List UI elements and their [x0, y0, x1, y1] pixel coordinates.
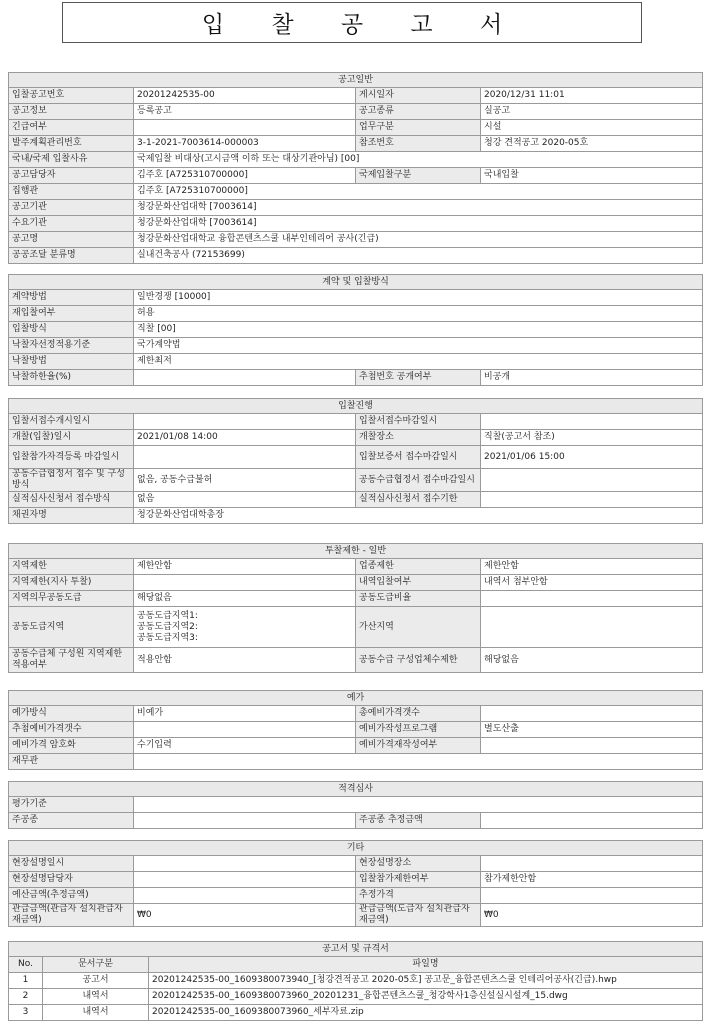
- field-value: 청강 견적공고 2020-05호: [481, 136, 703, 152]
- field-label: 입찰참가자격등록 마감일시: [9, 446, 134, 469]
- doc-file-link[interactable]: 20201242535-00_1609380073960_20201231_융합콘텐츠스쿨_청강학사1층신설실시설계_15.dwg: [149, 989, 703, 1005]
- table-row: [9, 136, 703, 152]
- doc-type: 내역서: [43, 989, 149, 1005]
- section-contract: [8, 274, 703, 386]
- table-row: [9, 904, 703, 927]
- field-label: 예비가격재작성여부: [356, 738, 481, 754]
- field-value: 제한안함: [481, 559, 703, 575]
- field-label: 낙찰하한율(%): [9, 370, 134, 386]
- field-label: 실적심사신청서 접수방식: [9, 492, 134, 508]
- field-value: 일반경쟁 [10000]: [134, 290, 703, 306]
- field-value: 공동도급지역1: 공동도급지역2: 공동도급지역3:: [134, 607, 356, 648]
- document-row: [9, 989, 703, 1005]
- section-review: [8, 781, 703, 829]
- table-row: [9, 168, 703, 184]
- table-row: [9, 722, 703, 738]
- table-row: [9, 648, 703, 673]
- field-label: 게시일자: [356, 88, 481, 104]
- field-label: 공공조달 분류명: [9, 248, 134, 264]
- section-etc: [8, 840, 703, 927]
- field-value: [134, 888, 356, 904]
- field-label: 낙찰자선정적용기준: [9, 338, 134, 354]
- field-label: 수요기관: [9, 216, 134, 232]
- field-value: 김주호 [A725310700000]: [134, 168, 356, 184]
- field-label: 현장설명장소: [356, 856, 481, 872]
- field-label: 참조번호: [356, 136, 481, 152]
- field-value: [134, 446, 356, 469]
- document-title-box: [62, 2, 642, 43]
- field-label: 공동수급협정서 접수 및 구성방식: [9, 469, 134, 492]
- field-value: 국내입찰: [481, 168, 703, 184]
- field-value: 시설: [481, 120, 703, 136]
- field-label: 관급금액(도급자 설치관급자재금액): [356, 904, 481, 927]
- field-label: 공고종류: [356, 104, 481, 120]
- field-label: 지역제한(지사 투찰): [9, 575, 134, 591]
- field-value: 3-1-2021-7003614-000003: [134, 136, 356, 152]
- field-label: 공동도급비율: [356, 591, 481, 607]
- field-value: [134, 722, 356, 738]
- field-value: 국제입찰 비대상(고시금액 이하 또는 대상기관아님) [00]: [134, 152, 703, 168]
- field-label: 실적심사신청서 접수기한: [356, 492, 481, 508]
- field-value: 2021/01/08 14:00: [134, 430, 356, 446]
- field-label: 입찰보증서 접수마감일시: [356, 446, 481, 469]
- field-value: 국가계약법: [134, 338, 703, 354]
- doc-number: 3: [9, 1005, 43, 1021]
- table-row: [9, 508, 703, 524]
- field-value: [481, 706, 703, 722]
- field-label: 내역입찰여부: [356, 575, 481, 591]
- field-value: [481, 813, 703, 829]
- table-row: [9, 232, 703, 248]
- table-row: [9, 797, 703, 813]
- field-label: 주공종 추정금액: [356, 813, 481, 829]
- table-row: [9, 607, 703, 648]
- field-label: 공고기관: [9, 200, 134, 216]
- table-row: [9, 591, 703, 607]
- field-label: 입찰공고번호: [9, 88, 134, 104]
- field-label: 가산지역: [356, 607, 481, 648]
- table-row: [9, 306, 703, 322]
- field-label: 공고담당자: [9, 168, 134, 184]
- field-label: 현장설명담당자: [9, 872, 134, 888]
- section-header: 적격심사: [9, 782, 703, 797]
- field-value: 수기입력: [134, 738, 356, 754]
- table-row: [9, 338, 703, 354]
- doc-type: 공고서: [43, 973, 149, 989]
- field-label: 발주계획관리번호: [9, 136, 134, 152]
- section-header: 예가: [9, 691, 703, 706]
- section-header: 계약 및 입찰방식: [9, 275, 703, 290]
- field-label: 공고정보: [9, 104, 134, 120]
- table-row: [9, 88, 703, 104]
- field-label: 지역제한: [9, 559, 134, 575]
- field-value: 실공고: [481, 104, 703, 120]
- field-label: 평가기준: [9, 797, 134, 813]
- field-label: 공동도급지역: [9, 607, 134, 648]
- section-bidding: [8, 398, 703, 524]
- field-label: 재입찰여부: [9, 306, 134, 322]
- field-label: 추첨예비가격갯수: [9, 722, 134, 738]
- field-value: 청강문화산업대학 [7003614]: [134, 200, 703, 216]
- table-row: [9, 216, 703, 232]
- field-value: 해당없음: [481, 648, 703, 673]
- field-label: 재무관: [9, 754, 134, 770]
- field-label: 채권자명: [9, 508, 134, 524]
- field-value: [134, 414, 356, 430]
- section-docs: [8, 941, 703, 1021]
- table-row: [9, 200, 703, 216]
- field-label: 입찰서접수개시일시: [9, 414, 134, 430]
- column-header: 문서구분: [43, 957, 149, 973]
- section-restriction: [8, 543, 703, 673]
- field-label: 입찰방식: [9, 322, 134, 338]
- table-row: [9, 469, 703, 492]
- section-header: 공고서 및 규격서: [9, 942, 703, 957]
- field-label: 업종제한: [356, 559, 481, 575]
- field-value: 김주호 [A725310700000]: [134, 184, 703, 200]
- field-value: [134, 797, 703, 813]
- field-value: 허용: [134, 306, 703, 322]
- field-label: 국내/국제 입찰사유: [9, 152, 134, 168]
- document-row: [9, 973, 703, 989]
- field-value: 등록공고: [134, 104, 356, 120]
- field-label: 입찰참가제한여부: [356, 872, 481, 888]
- section-header: 입찰진행: [9, 399, 703, 414]
- section-header: 기타: [9, 841, 703, 856]
- table-row: [9, 120, 703, 136]
- field-value: [481, 492, 703, 508]
- field-label: 예산금액(추정금액): [9, 888, 134, 904]
- field-value: 없음: [134, 492, 356, 508]
- field-label: 공고명: [9, 232, 134, 248]
- field-label: 개찰(입찰)일시: [9, 430, 134, 446]
- field-label: 낙찰방법: [9, 354, 134, 370]
- section-general: [8, 72, 703, 264]
- field-value: 해당없음: [134, 591, 356, 607]
- field-label: 공동수급협정서 접수마감일시: [356, 469, 481, 492]
- field-value: 2020/12/31 11:01: [481, 88, 703, 104]
- column-header: No.: [9, 957, 43, 973]
- table-row: [9, 446, 703, 469]
- field-label: 지역의무공동도급: [9, 591, 134, 607]
- field-label: 집행관: [9, 184, 134, 200]
- field-value: [481, 888, 703, 904]
- table-row: [9, 104, 703, 120]
- table-row: [9, 322, 703, 338]
- doc-file-link[interactable]: 20201242535-00_1609380073940_[청강견적공고 2020-05호] 공고문_융합콘텐츠스쿨 인테리어공사(긴급).hwp: [149, 973, 703, 989]
- field-label: 업무구분: [356, 120, 481, 136]
- field-label: 추첨번호 공개여부: [356, 370, 481, 386]
- column-header: 파일명: [149, 957, 703, 973]
- field-label: 관급금액(관급자 설치관급자재금액): [9, 904, 134, 927]
- field-value: [134, 872, 356, 888]
- table-row: [9, 888, 703, 904]
- field-value: [134, 754, 703, 770]
- field-label: 예비가격 암호화: [9, 738, 134, 754]
- field-label: 현장설명일시: [9, 856, 134, 872]
- field-value: 2021/01/06 15:00: [481, 446, 703, 469]
- table-row: [9, 856, 703, 872]
- field-label: 입찰서접수마감일시: [356, 414, 481, 430]
- field-value: 제한안함: [134, 559, 356, 575]
- table-row: [9, 492, 703, 508]
- field-value: 20201242535-00: [134, 88, 356, 104]
- doc-number: 1: [9, 973, 43, 989]
- field-value: [134, 856, 356, 872]
- doc-type: 내역서: [43, 1005, 149, 1021]
- field-value: 적용안함: [134, 648, 356, 673]
- field-value: 실내건축공사 (72153699): [134, 248, 703, 264]
- table-row: [9, 706, 703, 722]
- table-row: [9, 575, 703, 591]
- field-value: 참가제한안함: [481, 872, 703, 888]
- field-label: 추정가격: [356, 888, 481, 904]
- field-value: 청강문화산업대학 [7003614]: [134, 216, 703, 232]
- document-row: [9, 1005, 703, 1021]
- field-value: [134, 370, 356, 386]
- table-row: [9, 290, 703, 306]
- doc-file-link[interactable]: 20201242535-00_1609380073960_세부자료.zip: [149, 1005, 703, 1021]
- table-row: [9, 559, 703, 575]
- field-value: [481, 591, 703, 607]
- field-value: ₩0: [481, 904, 703, 927]
- field-value: 비공개: [481, 370, 703, 386]
- table-row: [9, 872, 703, 888]
- table-row: [9, 414, 703, 430]
- document-title: 입 찰 공 고 서: [201, 12, 523, 38]
- field-value: 비예가: [134, 706, 356, 722]
- field-label: 국제입찰구분: [356, 168, 481, 184]
- field-value: [481, 738, 703, 754]
- field-value: [134, 813, 356, 829]
- table-row: [9, 370, 703, 386]
- table-row: [9, 430, 703, 446]
- section-header: 투찰제한 - 일반: [9, 544, 703, 559]
- field-value: 청강문화산업대학교 융합콘텐츠스쿨 내부인테리어 공사(긴급): [134, 232, 703, 248]
- field-label: 공동수급 구성업체수제한: [356, 648, 481, 673]
- field-label: 예가방식: [9, 706, 134, 722]
- field-value: 없음, 공동수급불허: [134, 469, 356, 492]
- field-label: 계약방법: [9, 290, 134, 306]
- field-value: 청강문화산업대학총장: [134, 508, 703, 524]
- field-label: 개찰장소: [356, 430, 481, 446]
- field-value: ₩0: [134, 904, 356, 927]
- field-label: 긴급여부: [9, 120, 134, 136]
- table-row: [9, 754, 703, 770]
- doc-number: 2: [9, 989, 43, 1005]
- table-row: [9, 738, 703, 754]
- field-label: 예비가작성프로그램: [356, 722, 481, 738]
- table-row: [9, 248, 703, 264]
- field-value: [481, 469, 703, 492]
- field-label: 공동수급체 구성원 지역제한적용여부: [9, 648, 134, 673]
- field-label: 총예비가격갯수: [356, 706, 481, 722]
- field-value: 직찰 [00]: [134, 322, 703, 338]
- field-value: 제한최저: [134, 354, 703, 370]
- field-value: [134, 120, 356, 136]
- table-row: [9, 184, 703, 200]
- section-price: [8, 690, 703, 770]
- field-value: [481, 607, 703, 648]
- section-header: 공고일반: [9, 73, 703, 88]
- table-row: [9, 354, 703, 370]
- field-value: [481, 414, 703, 430]
- table-row: [9, 152, 703, 168]
- field-value: [481, 856, 703, 872]
- field-value: [134, 575, 356, 591]
- table-row: [9, 813, 703, 829]
- field-label: 주공종: [9, 813, 134, 829]
- field-value: 별도산출: [481, 722, 703, 738]
- field-value: 직찰(공고서 참조): [481, 430, 703, 446]
- field-value: 내역서 첨부안함: [481, 575, 703, 591]
